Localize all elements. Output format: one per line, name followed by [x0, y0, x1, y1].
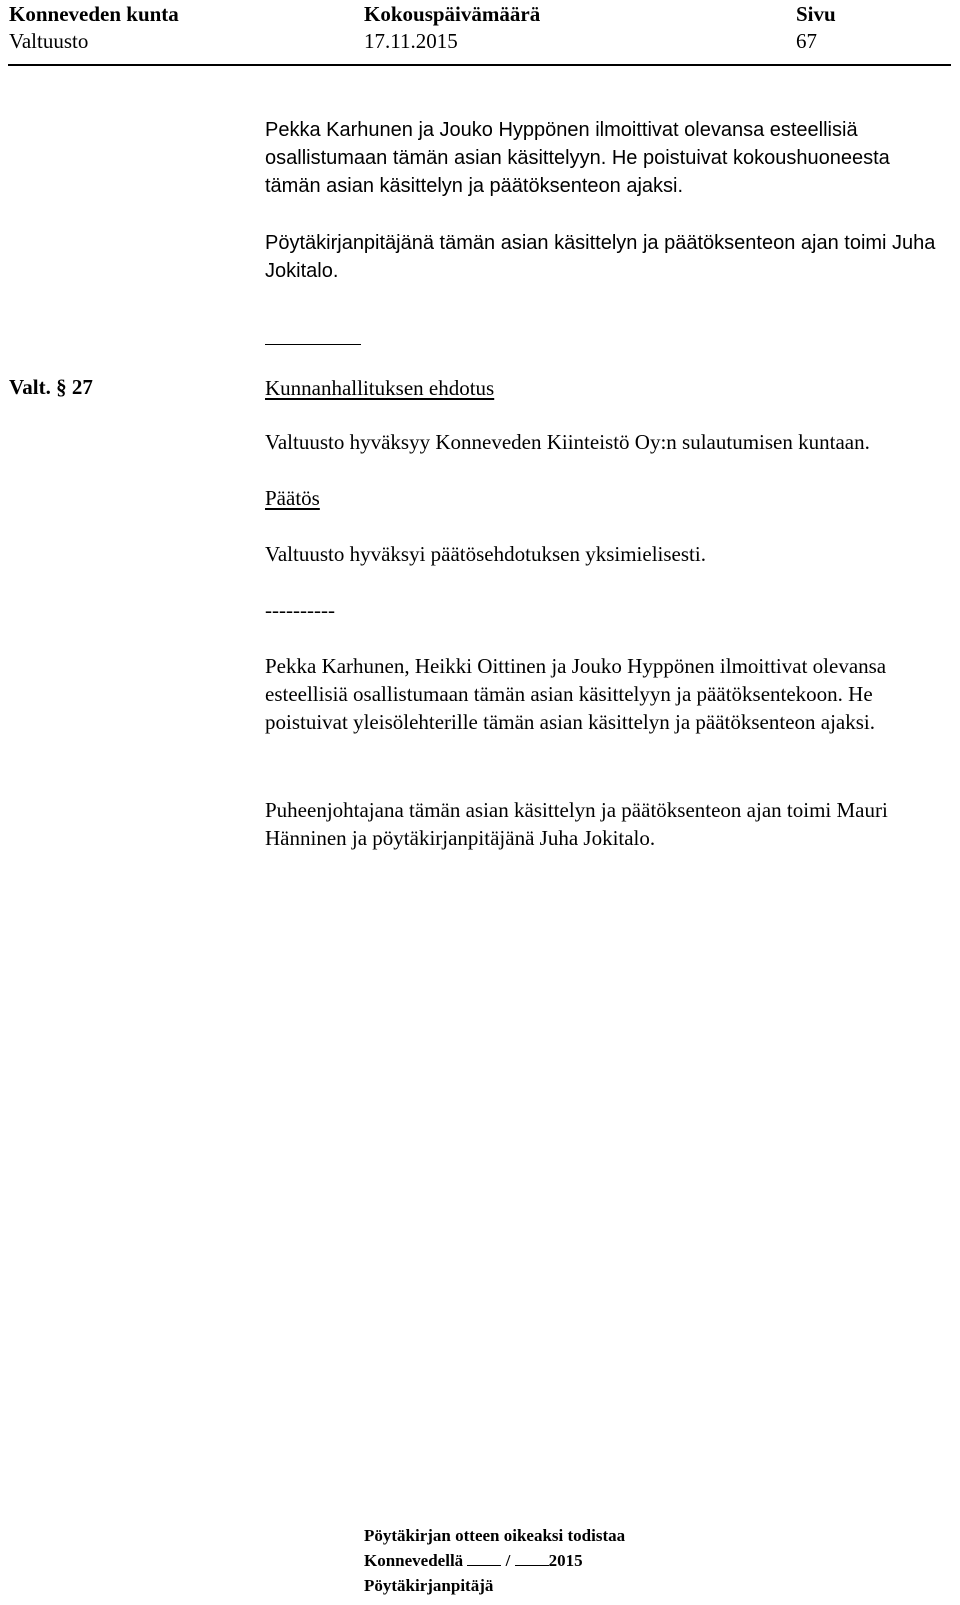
- note-paragraph-1: Pekka Karhunen, Heikki Oittinen ja Jouko Hyppönen ilmoittivat olevansa esteellisiä osallistumaan tämän asian käsittelyyn ja päätöksentekoon. He poistuivat yleisölehterille tämän asian käsittelyn ja päätöksenteon ajaksi.: [265, 654, 887, 734]
- header-date-value: 17.11.2015: [364, 29, 458, 53]
- header-rule: [8, 64, 951, 66]
- day-blank: [467, 1551, 501, 1566]
- decision-text: Valtuusto hyväksyi päätösehdotuksen yksimielisesti.: [265, 542, 706, 566]
- intro-paragraph-1: Pekka Karhunen ja Jouko Hyppönen ilmoittivat olevansa esteellisiä osallistumaan tämän asian käsittelyyn. He poistuivat kokoushuoneesta tämän asian käsittelyn ja päätöksenteon ajaksi.: [265, 119, 890, 197]
- section-number: § 27: [56, 375, 93, 399]
- section-heading: [9, 374, 93, 400]
- decision-heading: Päätös: [265, 486, 320, 510]
- header-page-value: 67: [796, 29, 817, 53]
- footer-place: Konnevedellä: [364, 1551, 464, 1570]
- header-date-label: Kokouspäivämäärä: [364, 2, 541, 26]
- header-org-value: Valtuusto: [9, 29, 89, 53]
- footer-slash: /: [505, 1551, 511, 1570]
- section-label: Valt.: [9, 375, 51, 399]
- footer-role: Pöytäkirjanpitäjä: [364, 1576, 494, 1595]
- month-blank: [515, 1551, 549, 1566]
- footer-year: 2015: [548, 1551, 583, 1570]
- intro-paragraph-2: Pöytäkirjanpitäjänä tämän asian käsittelyn ja päätöksenteon ajan toimi Juha Jokitalo.: [265, 232, 936, 282]
- proposal-text: Valtuusto hyväksyy Konneveden Kiinteistö Oy:n sulautumisen kuntaan.: [265, 430, 870, 454]
- proposal-heading: Kunnanhallituksen ehdotus: [265, 376, 495, 400]
- header-page-label: Sivu: [796, 2, 836, 26]
- separator-dashes: ----------: [265, 598, 335, 622]
- note-paragraph-2: Puheenjohtajana tämän asian käsittelyn ja päätöksenteon ajan toimi Mauri Hänninen ja pöytäkirjanpitäjänä Juha Jokitalo.: [265, 798, 888, 850]
- header-org-label: Konneveden kunta: [9, 2, 179, 26]
- footer-certify: Pöytäkirjan otteen oikeaksi todistaa: [364, 1526, 626, 1545]
- footer-place-line: [364, 1550, 583, 1572]
- separator-line: [265, 344, 361, 345]
